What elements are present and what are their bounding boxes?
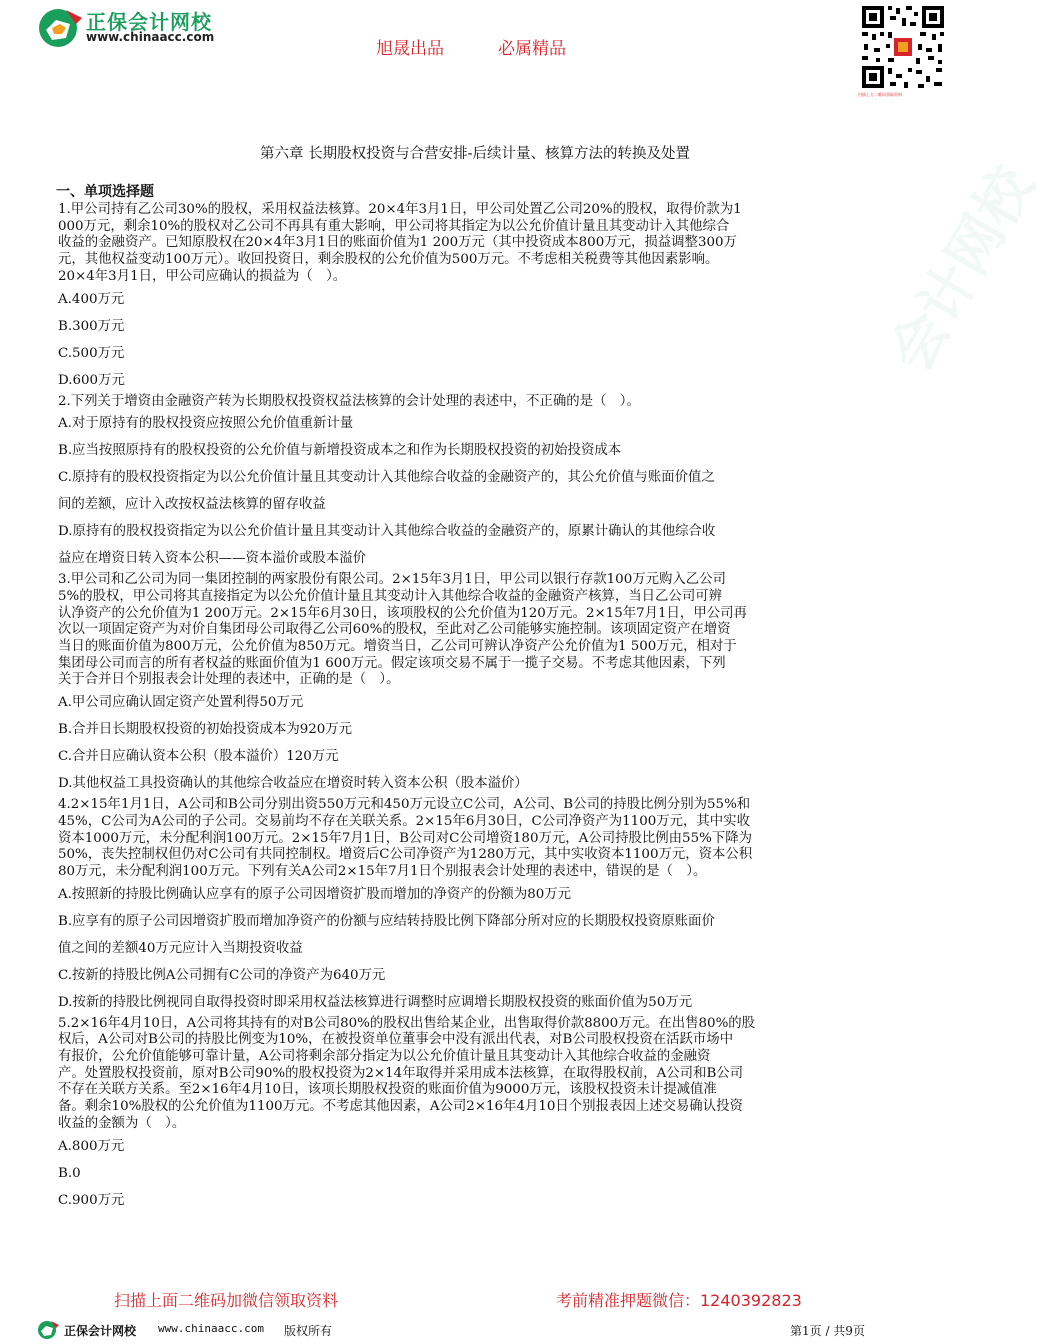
question-text-line: 集团母公司而言的所有者权益的账面价值为1 600万元。假定该项交易不属于一揽子交易。不考虑其他因素，下列	[58, 655, 726, 671]
question-text-line: 权后，A公司对B公司的持股比例变为10%，在被投资单位董事会中没有派出代表，对B公司股权投资在活跃市场中	[58, 1032, 734, 1048]
question-text-line: 5%的股权，甲公司将其直接指定为以公允价值计量且其变动计入其他综合收益的金融资产核算，当日乙公司可辨	[58, 588, 722, 604]
answer-option[interactable]: B.应享有的原子公司因增资扩股而增加净资产的份额与应结转持股比例下降部分所对应的长期股权投资原账面价	[58, 913, 715, 929]
question-text-line: 当日的账面价值为800万元，公允价值为850万元。增资当日，乙公司可辨认净资产公允价值为1 500万元，相对于	[58, 639, 737, 655]
page-footer	[0, 1314, 950, 1344]
chinaacc-logo-icon	[36, 1318, 60, 1340]
slogan-quality: 必属精品	[498, 39, 566, 59]
question-text-line: 4.2×15年1月1日，A公司和B公司分别出资550万元和450万元设立C公司，A公司、B公司的持股比例分别为55%和	[58, 797, 751, 813]
question-text-line: 元，其他权益变动100万元）。收回投资日，剩余股权的公允价值为500万元。不考虑相关税费等其他因素影响。	[58, 252, 719, 268]
answer-option[interactable]: B.应当按照原持有的股权投资的公允价值与新增投资成本之和作为长期股权投资的初始投资成本	[58, 443, 622, 459]
answer-option[interactable]: B.300万元	[58, 318, 125, 334]
question-text-line: 20×4年3月1日，甲公司应确认的损益为（ ）。	[58, 268, 347, 284]
question-1	[58, 202, 890, 394]
qr-code-icon[interactable]	[860, 4, 946, 90]
answer-option[interactable]: C.原持有的股权投资指定为以公允价值计量且其变动计入其他综合收益的金融资产的，其公允价值与账面价值之	[58, 470, 715, 486]
question-text-line: 5.2×16年4月10日，A公司将其持有的对B公司80%的股权出售给某企业，出售取得价款8800万元。在出售80%的股	[58, 1015, 756, 1031]
question-text-line: 3.甲公司和乙公司为同一集团控制的两家股份有限公司。2×15年3月1日，甲公司以银行存款100万元购入乙公司	[58, 572, 726, 588]
question-text-line: 2.下列关于增资由金融资产转为长期股权投资权益法核算的会计处理的表述中，不正确的是（ ）。	[58, 393, 640, 409]
answer-option[interactable]: D.其他权益工具投资确认的其他综合收益应在增资时转入资本公积（股本溢价）	[58, 776, 528, 792]
slogan-produced-by: 旭晟出品	[376, 39, 444, 59]
answer-option-continuation[interactable]: 值之间的差额40万元应计入当期投资收益	[58, 940, 303, 956]
answer-option[interactable]: C.按新的持股比例A公司拥有C公司的净资产为640万元	[58, 967, 386, 983]
answer-option[interactable]: A.按照新的持股比例确认应享有的原子公司因增资扩股而增加的净资产的份额为80万元	[58, 886, 572, 902]
footer-cta-scan-qr: 扫描上面二维码加微信领取资料	[114, 1291, 339, 1310]
answer-option[interactable]: C.合并日应确认资本公积（股本溢价）120万元	[58, 749, 339, 765]
footer-rights: 版权所有	[284, 1324, 333, 1338]
question-text-line: 关于合并日个别报表会计处理的表述中，正确的是（ ）。	[58, 672, 400, 688]
question-text-line: 不存在关联方关系。至2×16年4月10日，该项长期股权投资的账面价值为9000万元，该股权投资未计提减值准	[58, 1082, 717, 1098]
question-text-line: 收益的金融资产。已知原股权在20×4年3月1日的账面价值为1 200万元（其中投资成本800万元，损益调整300万	[58, 235, 737, 251]
answer-option[interactable]: D.原持有的股权投资指定为以公允价值计量且其变动计入其他综合收益的金融资产的，原累计确认的其他综合收	[58, 524, 716, 540]
question-text-line: 认净资产的公允价值为1 200万元。2×15年6月30日，该项股权的公允价值为120万元。2×15年7月1日，甲公司再	[58, 605, 747, 621]
answer-option[interactable]: D.按新的持股比例视同自取得投资时即采用权益法核算进行调整时应调增长期股权投资的账面价值为50万元	[58, 994, 693, 1010]
document-body	[58, 182, 890, 1214]
question-5	[58, 1016, 890, 1214]
question-text-line: 产。处置股权投资前，原对B公司90%的股权投资为2×14年取得并采用成本法核算，在取得股权前，A公司和B公司	[58, 1065, 744, 1081]
answer-option[interactable]: A.800万元	[58, 1138, 125, 1154]
question-text-line: 有报价，公允价值能够可靠计量，A公司将剩余部分指定为以公允价值计量且其变动计入其他综合收益的金融资	[58, 1049, 711, 1065]
answer-option[interactable]: D.600万元	[58, 372, 125, 388]
answer-option[interactable]: A.对于原持有的股权投资应按照公允价值重新计量	[58, 416, 354, 432]
qr-caption: 扫描上方二维码领取资料	[858, 92, 902, 97]
question-text-line: 备。剩余10%股权的公允价值为1100万元。不考虑其他因素，A公司2×16年4月10日个别报表因上述交易确认投资	[58, 1099, 743, 1115]
brand-url[interactable]: www.chinaacc.com	[86, 30, 215, 44]
footer-cta-wechat: 考前精准押题微信：1240392823	[556, 1291, 802, 1310]
question-text-line: 次以一项固定资产为对价自集团母公司取得乙公司60%的股权，至此对乙公司能够实施控制。该项固定资产在增资	[58, 622, 731, 638]
question-4	[58, 797, 890, 1016]
document-title: 第六章 长期股权投资与合营安排-后续计量、核算方法的转换及处置	[259, 146, 690, 162]
answer-option[interactable]: A.甲公司应确认固定资产处置利得50万元	[58, 695, 304, 711]
question-text-line: 收益的金额为（ ）。	[58, 1115, 186, 1131]
question-text-line: 45%，C公司为A公司的子公司。交易前均不存在关联关系。2×15年6月30日，C公司净资产为1100万元，其中实收	[58, 813, 750, 829]
answer-option[interactable]: A.400万元	[58, 291, 125, 307]
question-text-line: 50%，丧失控制权但仍对C公司有共同控制权。增资后C公司净资产为1280万元，其中实收资本1100万元，资本公积	[58, 847, 753, 863]
chinaacc-logo-icon	[36, 4, 86, 50]
question-3	[58, 572, 890, 797]
answer-option[interactable]: B.合并日长期股权投资的初始投资成本为920万元	[58, 722, 353, 738]
question-2	[58, 394, 890, 573]
footer-brand: 正保会计网校	[64, 1324, 137, 1338]
question-text-line: 资本1000万元，未分配利润100万元。2×15年7月1日，B公司对C公司增资180万元，A公司持股比例由55%下降为	[58, 830, 752, 846]
question-text-line: 80万元，未分配利润100万元。下列有关A公司2×15年7月1日个别报表会计处理的表述中，错误的是（ ）。	[58, 863, 707, 879]
watermark: 会计网校	[878, 156, 1047, 383]
page-header	[0, 0, 950, 120]
answer-option[interactable]: B.0	[58, 1165, 81, 1181]
question-text-line: 000万元，剩余10%的股权对乙公司不再具有重大影响，甲公司将其指定为以公允价值计量且其变动计入其他综合	[58, 218, 730, 234]
brand-name: 正保会计网校	[86, 10, 212, 34]
answer-option[interactable]: C.500万元	[58, 345, 125, 361]
footer-url[interactable]: www.chinaacc.com	[158, 1322, 264, 1335]
section-heading: 一、单项选择题	[56, 184, 154, 200]
answer-option-continuation[interactable]: 益应在增资日转入资本公积——资本溢价或股本溢价	[58, 551, 366, 567]
answer-option[interactable]: C.900万元	[58, 1192, 125, 1208]
page-number: 第1页 / 共9页	[790, 1324, 865, 1338]
question-text-line: 1.甲公司持有乙公司30%的股权，采用权益法核算。20×4年3月1日，甲公司处置乙公司20%的股权，取得价款为1	[58, 202, 742, 217]
answer-option-continuation[interactable]: 间的差额，应计入改按权益法核算的留存收益	[58, 497, 326, 513]
